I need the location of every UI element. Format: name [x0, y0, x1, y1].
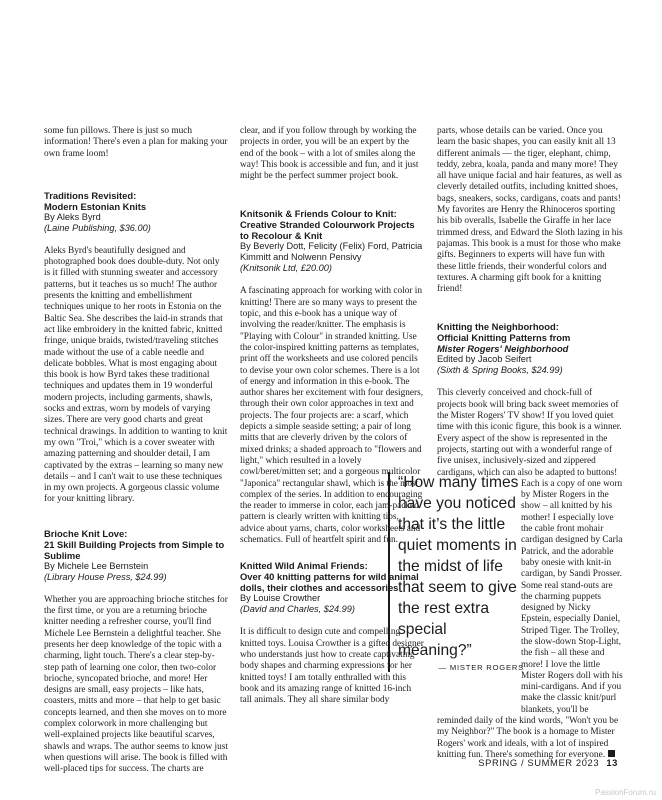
review-title	[44, 528, 228, 561]
end-mark-icon	[608, 750, 615, 757]
review-title-line1: Traditions Revisited:	[44, 189, 137, 201]
review-publisher: (Knitsonik Ltd, £20.00)	[240, 263, 332, 274]
review-title-line1: Knitting the Neighborhood:	[437, 321, 559, 333]
review-body-narrow: Each is a copy of one worn by Mister Rogers in the show – all knitted by his mother! I especially love the cable front mohair cardigan designed by Carla Patrick, and the adorable baby onesie with knit-in cardigan, by Sandi Prosser. Some real stand-outs are the charming puppets designed by Nicky Epstein, especially Daniel, Striped Tiger. The Trolley, the slow-down Stop-Light, the fish – all these and more! I love the little Mister Rogers doll with his mini-cardigans. And if you make the classic knit/purl blankets, you'll be	[521, 478, 623, 715]
page-number: 13	[606, 757, 618, 768]
issue-label: SPRING / SUMMER 2023	[478, 757, 600, 768]
review-title	[437, 321, 623, 354]
review-title	[44, 190, 228, 212]
review-publisher: (Laine Publishing, $36.00)	[44, 222, 151, 233]
review-title-line2a: Official Knitting Patterns from	[437, 332, 571, 344]
review-body: Aleks Byrd's beautifully designed and photographed book does double-duty. Not only is it filled with stunning sweater and accessory patterns, but it teaches us so much! The author presents the knitting and embellishment techniques unique to her roots in Estonia on the Baltic Sea. She describes the laid-in strands that act like embroidery in the knitted fabric, knitted fringe, unique braids, twisted/traveling stitches made without the use of a cable needle and delicate bobbles. What is most engaging about this book is how Byrd takes these traditional techniques and updates them in 19 wonderful modern projects, including garments, shawls, socks and extras, worn by models of varying sizes. There are very good charts and great technical drawings. In addition to wanting to knit my own "Troi," which is a cover sweater with amazing patterning and shoulder detail, I am captivated by the extras – learning so many new details – and I can't wait to use these techniques in my own projects. A gorgeous classic volume for your knitting library.	[44, 245, 228, 505]
review-body: This cleverly conceived and chock-full of projects book will bring back sweet memories of the Mister Rogers' TV show! If you loved quiet time with this iconic figure, this book is a winner. Every aspect of the show is represented in the projects, starting out with a wonderful range of five unisex, inclusively-sized and zippered cardigans, which can also be adapted to buttons!	[437, 388, 622, 478]
review-title	[240, 208, 424, 241]
column-3-intro: parts, whose details can be varied. Once you learn the basic shapes, you can easily knit all 13 different animals — the tiger, elephant, chimp, teddy, zebra, koala, panda and many more! They all have unique facial and hair features, as well as cleverly detailed outfits, including knitted shoes, bags, sneakers, socks, cardigans, coats and pants! My favorites are Henry the Rhinoceros sporting his bib overalls, Isabelle the Giraffe in her lace trimmed dress, and Edward the Sloth lazing in his pajamas. This book is a must for those who make gifts. Beginners to experts will have fun with these little friends, their wonderful colors and textures. A charming gift book for a knitting friend!	[437, 126, 623, 295]
review-brioche-knit-love	[44, 528, 228, 776]
pull-quote-text: “How many times have you noticed that it’s the little quiet moments in the midst of life that seem to give the rest extra special meaning?”	[398, 474, 519, 659]
page-footer	[478, 757, 618, 768]
review-author: By Beverly Dott, Felicity (Felix) Ford, Patricia Kimmitt and Nolwenn Pensivy	[240, 241, 423, 263]
review-title-line2: Creative Stranded Colourwork Projects to Recolour & Knit	[240, 219, 415, 242]
watermark: PassionForum.ru	[595, 788, 656, 797]
review-title-line2: Modern Estonian Knits	[44, 200, 147, 212]
review-traditions-revisited	[44, 190, 228, 506]
column-1-intro: some fun pillows. There is just so much information! There's even a plan for making your own frame loom!	[44, 126, 228, 159]
review-title-line1: Brioche Knit Love:	[44, 527, 128, 539]
review-body: Whether you are approaching brioche stitches for the first time, or you are a returning brioche knitter needing a refresher course, you'll find Michele Lee Bernstein a delightful teacher. She presents her deep knowledge of the topic with a charming, light touch. There's a clear step-by-step path of learning one color, then two-color brioche, syncopated brioche, and more! Her designs are small, easy projects – like hats, coasters, mitts and more – that help to get basic concepts learned, and then she moves on to more complex colorwork in more challenging but well-explained projects like beautiful scarves, shawls and wraps. The author seems to know just when questions will arise. The book is filled with well-placed tips for success. The charts are	[44, 594, 228, 775]
column-1	[44, 126, 228, 775]
review-author: Edited by Jacob Seifert	[437, 354, 532, 365]
review-body: It is difficult to design cute and compelling knitted toys. Louisa Crowther is a gifted designer who understands just how to create captivating body shapes and charming expressions for her knitted toys! I am totally enthralled with this book and its amazing range of knitted 16-inch tall animals. They all share similar body	[240, 627, 424, 706]
review-body: A fascinating approach for working with color in knitting! There are so many ways to present the topic, and this e-book has a unique way of involving the reader/knitter. The emphasis is "Playing with Colour" in stranded knitting. Use the color-inspired knitting patterns as templates, print off the worksheets and use colored pencils to devise your own color schemes. There is a lot of energy and information in this e-book. The author shares her excitement with four designers, through their own color approaches in text and projects. The four projects are: a scarf, which depicts a simple seaside setting; a pair of long mitts that are cleverly driven by the colors of mixed drinks; a shaded approach to "flowers and light," which resulted in a lovely cowl/beret/mitten set; and a gorgeous multicolor "Japonica" rectangular shawl, which is the most complex of the series. In addition to encouraging the reader to immerse in color, each jam-packed pattern is clearly written with knitting tips, advice about yarns, charts, color worksheets and schematics. Full of heartfelt spirit and fun.	[240, 286, 424, 546]
review-title-line1: Knitted Wild Animal Friends:	[240, 560, 368, 572]
review-author: By Michele Lee Bernstein	[44, 560, 149, 571]
review-title-line1: Knitsonik & Friends Colour to Knit:	[240, 208, 397, 220]
review-title-line2b: Mister Rogers' Neighborhood	[437, 343, 569, 355]
pull-quote-attribution: — MISTER ROGERS	[438, 663, 524, 672]
review-author: By Louise Crowther	[240, 593, 321, 604]
review-title-line2: Over 40 knitting patterns for wild animal dolls, their clothes and accessories	[240, 571, 419, 594]
review-publisher: (David and Charles, $24.99)	[240, 604, 355, 615]
review-publisher: (Library House Press, $24.99)	[44, 571, 167, 582]
pull-quote	[388, 472, 524, 672]
column-2-intro: clear, and if you follow through by working the projects in order, you will be an expert by the end of the book – with a lot of smiles along the way! This book is accessible and fun, and it just might be the perfect summer project book.	[240, 126, 419, 182]
review-author: By Aleks Byrd	[44, 211, 101, 222]
review-publisher: (Sixth & Spring Books, $24.99)	[437, 365, 563, 376]
review-body-end: reminded daily of the kind words, "Won't you be my Neighbor?" The book is a homage to Mister Rogers' work and ideals, with a lot of inspired knitting fun. There's something for everyone.	[437, 716, 619, 760]
review-title-line2: 21 Skill Building Projects from Simple to Sublime	[44, 538, 225, 561]
